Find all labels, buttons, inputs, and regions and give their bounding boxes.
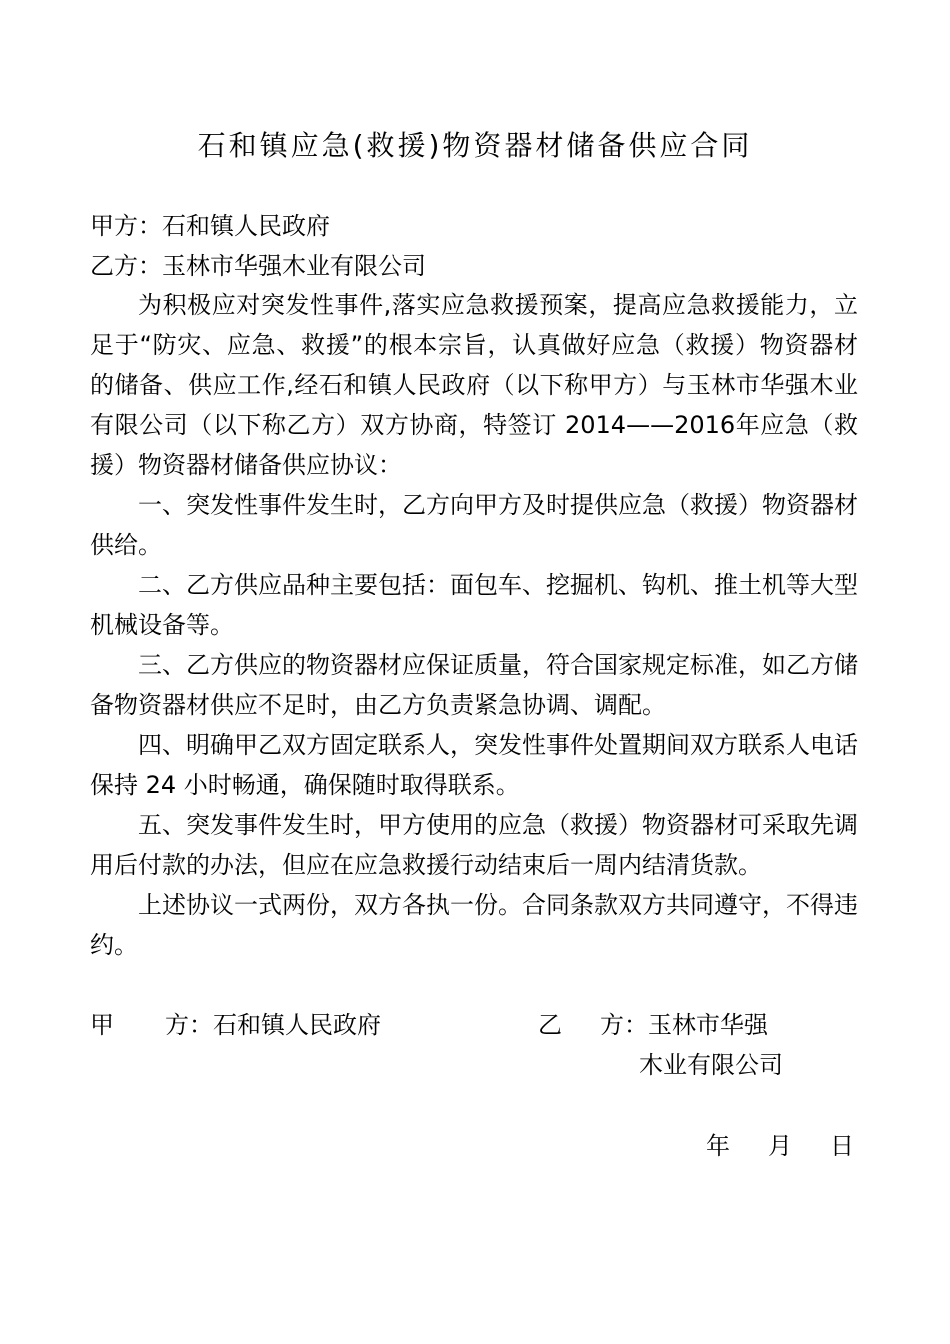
party-b-line: 乙方：玉林市华强木业有限公司: [90, 252, 426, 280]
date-day-label: 日: [830, 1132, 854, 1160]
document-title: 石和镇应急(救援)物资器材储备供应合同: [197, 129, 753, 162]
paragraph-clause-2: 二、乙方供应品种主要包括：面包车、挖掘机、钩机、推土机等大型机械设备等。: [90, 571, 858, 639]
party-b-signature: [538, 1005, 768, 1045]
party-a-signature-label: 甲: [90, 1011, 114, 1039]
party-a-signature-name: 石和镇人民政府: [213, 1011, 381, 1039]
date-year-label: 年: [706, 1132, 730, 1160]
signing-date: [706, 1126, 854, 1166]
party-b-signature-label: 乙: [538, 1011, 562, 1039]
party-a-signature: [90, 1005, 381, 1045]
party-a-line: 甲方：石和镇人民政府: [90, 212, 330, 240]
paragraph-clause-5: 五、突发事件发生时，甲方使用的应急（救援）物资器材可采取先调用后付款的办法，但应在应急救援行动结束后一周内结清货款。: [90, 811, 858, 879]
party-b-signature-name-line2: 木业有限公司: [639, 1051, 783, 1079]
party-b-signature-name-line1: 玉林市华强: [648, 1011, 768, 1039]
paragraph-clause-3: 三、乙方供应的物资器材应保证质量，符合国家规定标准，如乙方储备物资器材供应不足时，由乙方负责紧急协调、调配。: [90, 651, 858, 719]
party-a-signature-label2: 方：: [165, 1011, 213, 1039]
party-b-signature-line2: [639, 1045, 783, 1085]
paragraph-preamble: 为积极应对突发性事件,落实应急救援预案，提高应急救援能力，立足于“防灾、应急、救援”的根本宗旨，认真做好应急（救援）物资器材的储备、供应工作,经石和镇人民政府（以下称甲方）与玉林市华强木业有限公司（以下称乙方）双方协商，特签订 2014——2016年应急（救援）物资器材储备供应协议：: [90, 291, 858, 479]
party-b-signature-label2: 方：: [600, 1011, 648, 1039]
paragraph-clause-1: 一、突发性事件发生时，乙方向甲方及时提供应急（救援）物资器材供给。: [90, 491, 858, 559]
date-month-label: 月: [768, 1132, 792, 1160]
paragraph-closing: 上述协议一式两份，双方各执一份。合同条款双方共同遵守，不得违约。: [90, 891, 858, 959]
paragraph-clause-4: 四、明确甲乙双方固定联系人，突发性事件处置期间双方联系人电话保持 24 小时畅通，确保随时取得联系。: [90, 731, 858, 799]
contract-body: [90, 285, 858, 965]
